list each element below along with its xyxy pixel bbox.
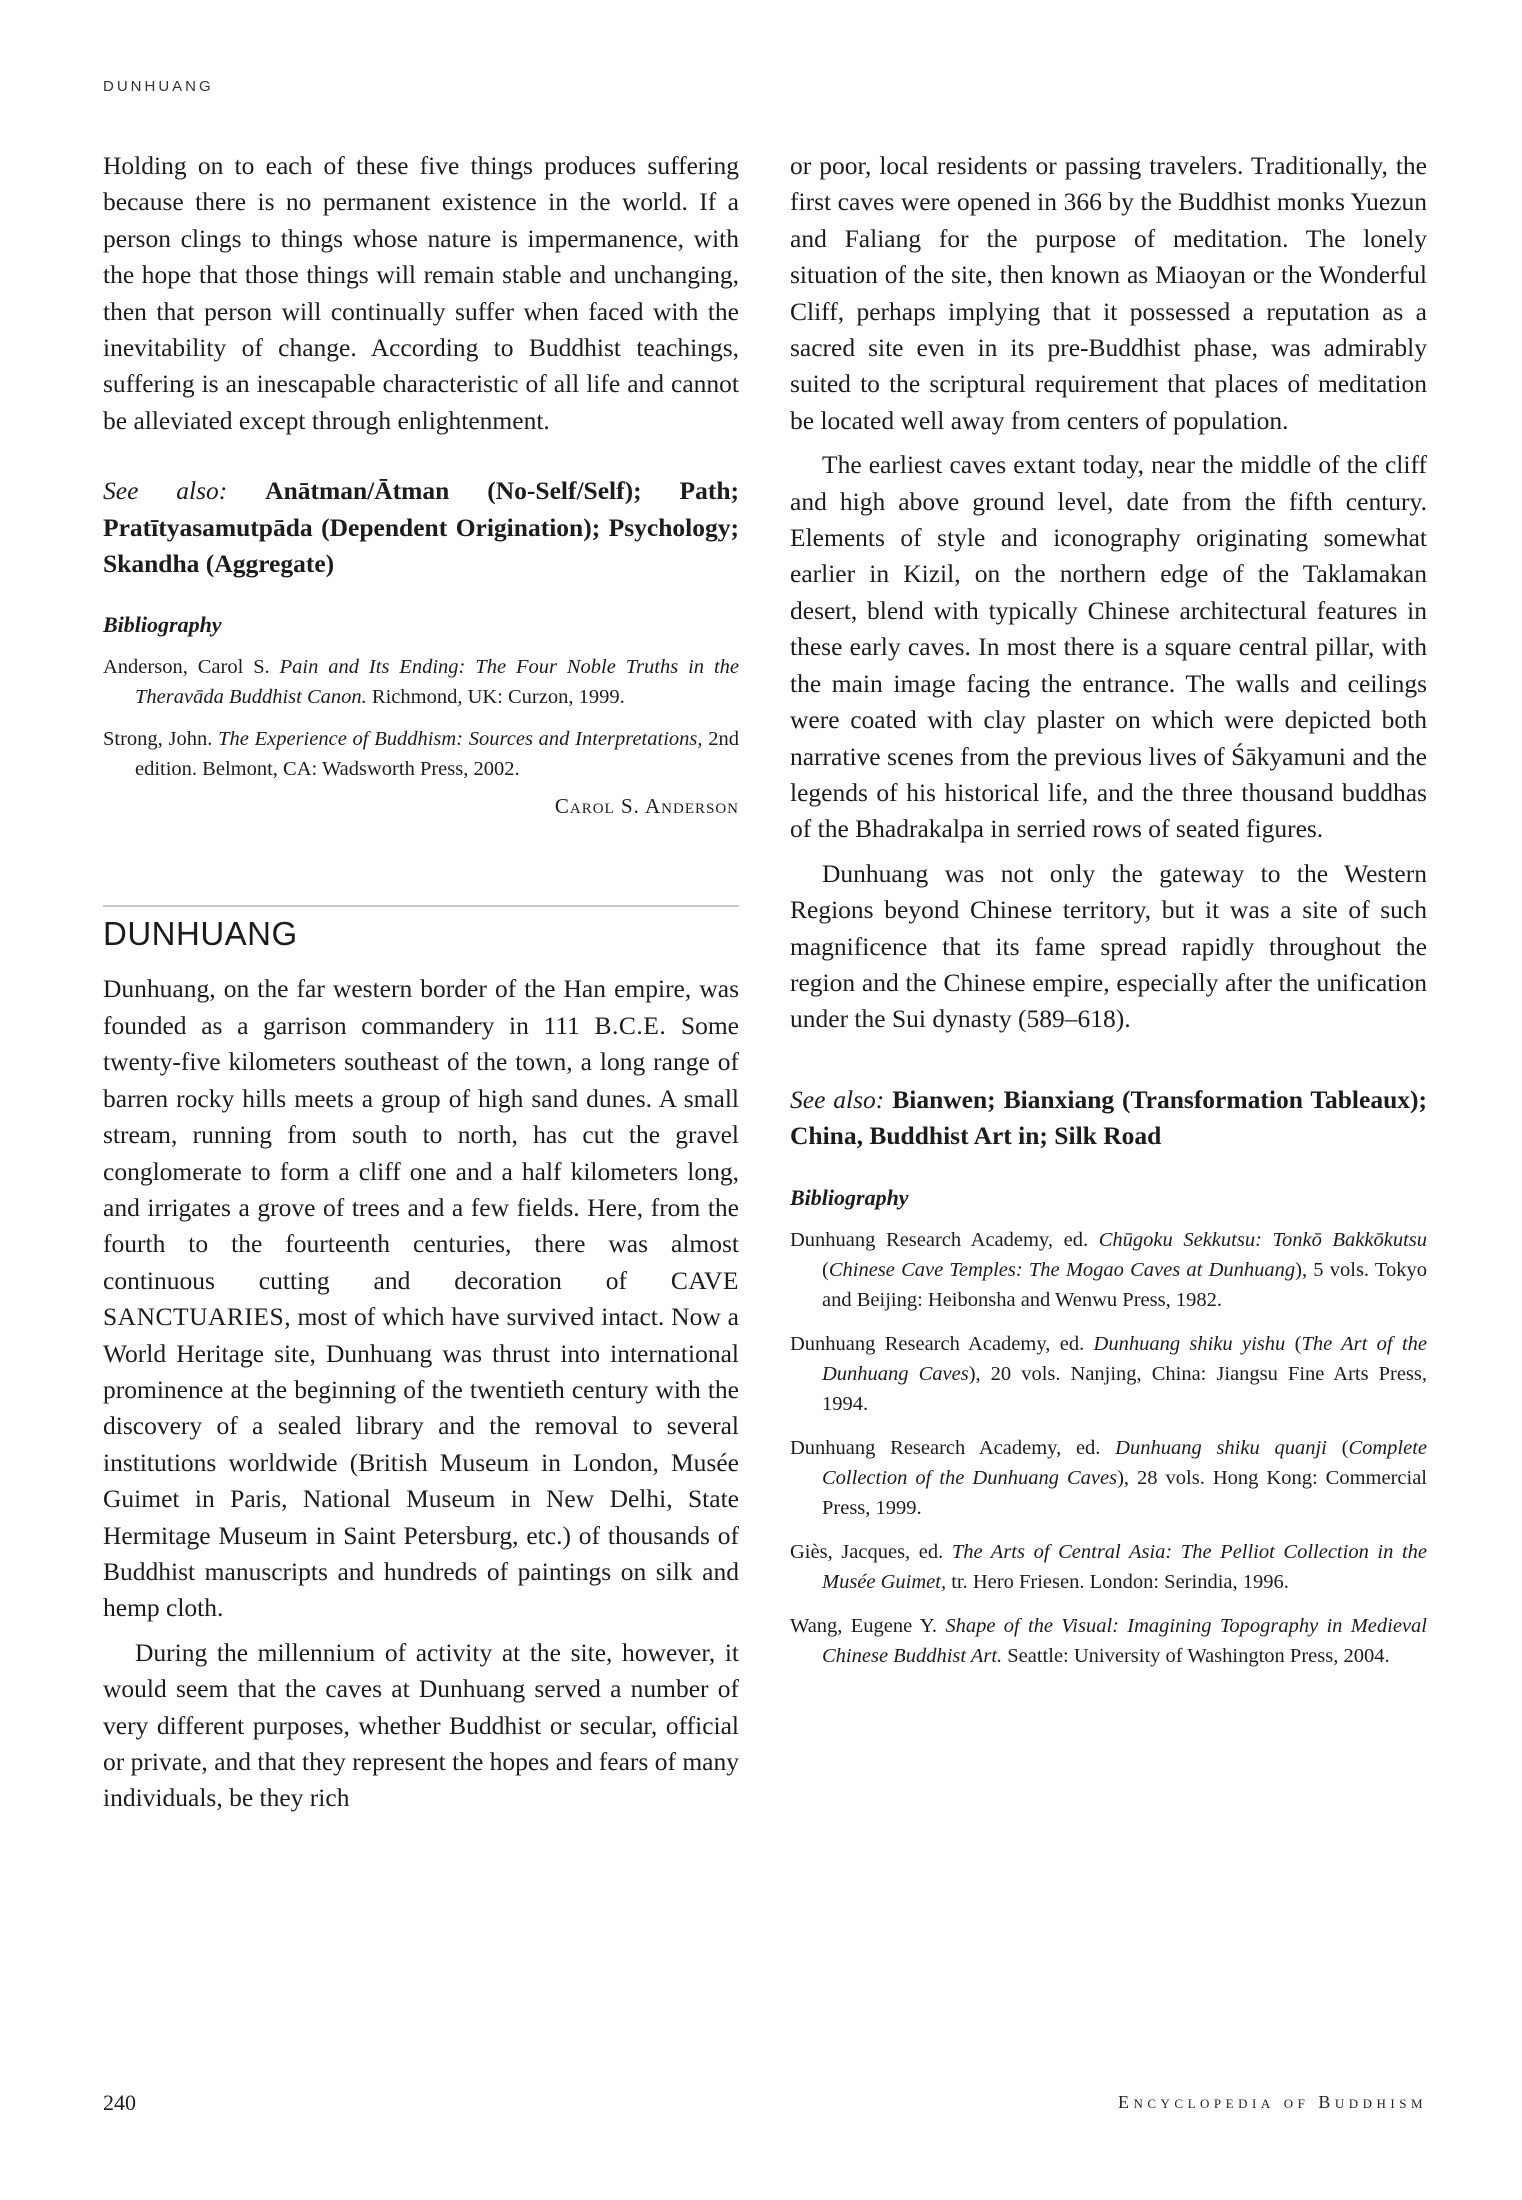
- body-paragraph: or poor, local residents or passing travelers. Traditionally, the first caves were opened in 366 by the Buddhist monks Yuezun and Faliang for the purpose of meditation. The lonely situation of the site, then known as Miaoyan or the Wonderful Cliff, perhaps implying that it possessed a reputation as a sacred site even in its pre-Buddhist phase, was admirably suited to the scriptural requirement that places of meditation be located well away from centers of population.: [790, 151, 1427, 435]
- body-paragraph: The earliest caves extant today, near the middle of the cliff and high above ground level, date from the fifth century. Elements of style and iconography originating somewhat earlier in Kizil, on the northern edge of the Taklamakan desert, blend with typically Chinese architectural features in these early caves. In most there is a square central pillar, with the main image facing the entrance. The walls and ceilings were coated with clay plaster on which were depicted both narrative scenes from the previous lives of Śākyamuni and the legends of his historical life, and the three thousand buddhas of the Bhadrakalpa in serried rows of seated figures.: [790, 450, 1427, 844]
- bib-entry: [790, 1225, 1427, 1315]
- bib-post: ), 5 vols. Tokyo and Beijing: Heibonsha and Wenwu Press, 1982.: [822, 1258, 1427, 1311]
- running-head: DUNHUANG: [103, 78, 214, 95]
- bib-entry: [790, 1611, 1427, 1671]
- bib-entry: [103, 724, 739, 784]
- bib-title: Pain and Its Ending: The Four Noble Truths in the Theravāda Buddhist Canon.: [135, 656, 739, 709]
- bib-pre: Dunhuang Research Academy, ed.: [790, 1228, 1099, 1251]
- see-also-label: See also:: [790, 1084, 885, 1114]
- bib-pre: Wang, Eugene Y.: [790, 1614, 946, 1637]
- bib-entry: [790, 1537, 1427, 1597]
- book-title: Encyclopedia of Buddhism: [1117, 2092, 1427, 2112]
- bib-pre: Giès, Jacques, ed.: [790, 1540, 952, 1563]
- bib-pre: Anderson, Carol S.: [103, 656, 280, 679]
- body-paragraph: Dunhuang was not only the gateway to the Western Regions beyond Chinese territory, but it was a site of such magnificence that its fame spread rapidly throughout the region and the Chinese empire, especially after the unification under the Sui dynasty (589–618).: [790, 858, 1427, 1034]
- bibliography-heading: Bibliography: [103, 612, 222, 638]
- body-paragraph: During the millennium of activity at the site, however, it would seem that the caves at Dunhuang served a number of very different purposes, whether Buddhist or secular, official or private, and that they represent the hopes and fears of many individuals, be they rich: [103, 1637, 739, 1813]
- bib-post: ), 28 vols. Hong Kong: Commercial Press, 1999.: [822, 1466, 1427, 1519]
- bib-entry: [790, 1329, 1427, 1419]
- bib-title: Dunhuang shiku quanji: [1115, 1436, 1327, 1459]
- text-run: Some twenty-five kilometers southeast of the town, a long range of barren rocky hills meets a group of high sand dunes. A small stream, running from south to north, has cut the gravel conglomerate to form a cliff one and a half kilometers long, and irrigates a grove of trees and a few fields. Here, from the fourth to the fourteenth centuries, there was almost continuous cutting and decoration of: [103, 1010, 739, 1295]
- section-divider: [103, 905, 739, 907]
- author-signature: Carol S. Anderson: [554, 794, 739, 819]
- bib-title: Dunhuang shiku yishu: [1093, 1332, 1286, 1355]
- bib-post: Richmond, UK: Curzon, 1999.: [366, 686, 625, 709]
- bib-title: The Arts of Central Asia: The Pelliot Collection in the Musée Guimet,: [822, 1540, 1427, 1593]
- bib-post: (: [822, 1258, 829, 1281]
- bib-pre: Dunhuang Research Academy, ed.: [790, 1332, 1094, 1355]
- bib-post: Seattle: University of Washington Press, 2004.: [1002, 1644, 1390, 1667]
- text-run: Dunhuang, on the far western border of the Han empire, was founded as a garrison commandery in 111: [103, 974, 739, 1040]
- bib-post: (: [1326, 1436, 1349, 1459]
- section-title: DUNHUANG: [103, 915, 298, 953]
- cross-reference[interactable]: CAVE SANCTUARIES: [103, 1265, 739, 1332]
- bib-post: (: [1285, 1332, 1302, 1355]
- bib-entry: [790, 1433, 1427, 1523]
- bib-title: Chinese Cave Temples: The Mogao Caves at Dunhuang: [828, 1258, 1296, 1281]
- bib-title: Complete Collection of the Dunhuang Caves: [822, 1436, 1428, 1489]
- see-also: [103, 473, 739, 582]
- left-column: [103, 148, 739, 1817]
- bib-title: Chūgoku Sekkutsu: Tonkō Bakkōkutsu: [1098, 1228, 1427, 1251]
- see-also-refs[interactable]: Bianwen; Bianxiang (Transformation Tableaux); China, Buddhist Art in; Silk Road: [790, 1084, 1428, 1151]
- body-paragraph: [103, 971, 739, 1626]
- see-also-refs[interactable]: Anātman/Ātman (No-Self/Self); Path; Pratītyasamutpāda (Dependent Origination); Psychology; Skandha (Aggregate): [103, 476, 739, 579]
- bib-pre: Dunhuang Research Academy, ed.: [790, 1436, 1116, 1459]
- intro-paragraph: Holding on to each of these five things produces suffering because there is no permanent existence in the world. If a person clings to things whose nature is impermanence, with the hope that those things will remain stable and unchanging, then that person will continually suffer when faced with the inevitability of change. According to Buddhist teachings, suffering is an inescapable characteristic of all life and cannot be alleviated except through enlightenment.: [103, 151, 739, 435]
- bib-post: tr. Hero Friesen. London: Serindia, 1996.: [946, 1570, 1289, 1593]
- bib-pre: Strong, John.: [103, 728, 219, 751]
- bibliography-heading: Bibliography: [790, 1184, 909, 1210]
- page-number: 240: [103, 2090, 136, 2115]
- see-also-label: See also:: [103, 476, 228, 506]
- see-also: [790, 1082, 1427, 1155]
- bib-post: 2nd edition. Belmont, CA: Wadsworth Press, 2002.: [135, 728, 740, 781]
- bib-title: The Art of the Dunhuang Caves: [822, 1332, 1427, 1385]
- bib-entry: [103, 652, 739, 712]
- right-column: [790, 148, 1427, 1671]
- text-run: , most of which have survived intact. Now a World Heritage site, Dunhuang was thrust into international prominence at the beginning of the twentieth century with the discovery of a sealed library and the removal to several institutions worldwide (British Museum in London, Musée Guimet in Paris, National Museum in New Delhi, State Hermitage Museum in Saint Petersburg, etc.) of thousands of Buddhist manuscripts and hundreds of paintings on silk and hemp cloth.: [103, 1302, 739, 1623]
- bib-title: The Experience of Buddhism: Sources and Interpretations,: [218, 728, 703, 751]
- bce-abbrev: B.C.E.: [594, 1010, 667, 1040]
- bib-title: Shape of the Visual: Imagining Topography in Medieval Chinese Buddhist Art.: [822, 1614, 1427, 1667]
- bib-post: ), 20 vols. Nanjing, China: Jiangsu Fine Arts Press, 1994.: [822, 1362, 1428, 1415]
